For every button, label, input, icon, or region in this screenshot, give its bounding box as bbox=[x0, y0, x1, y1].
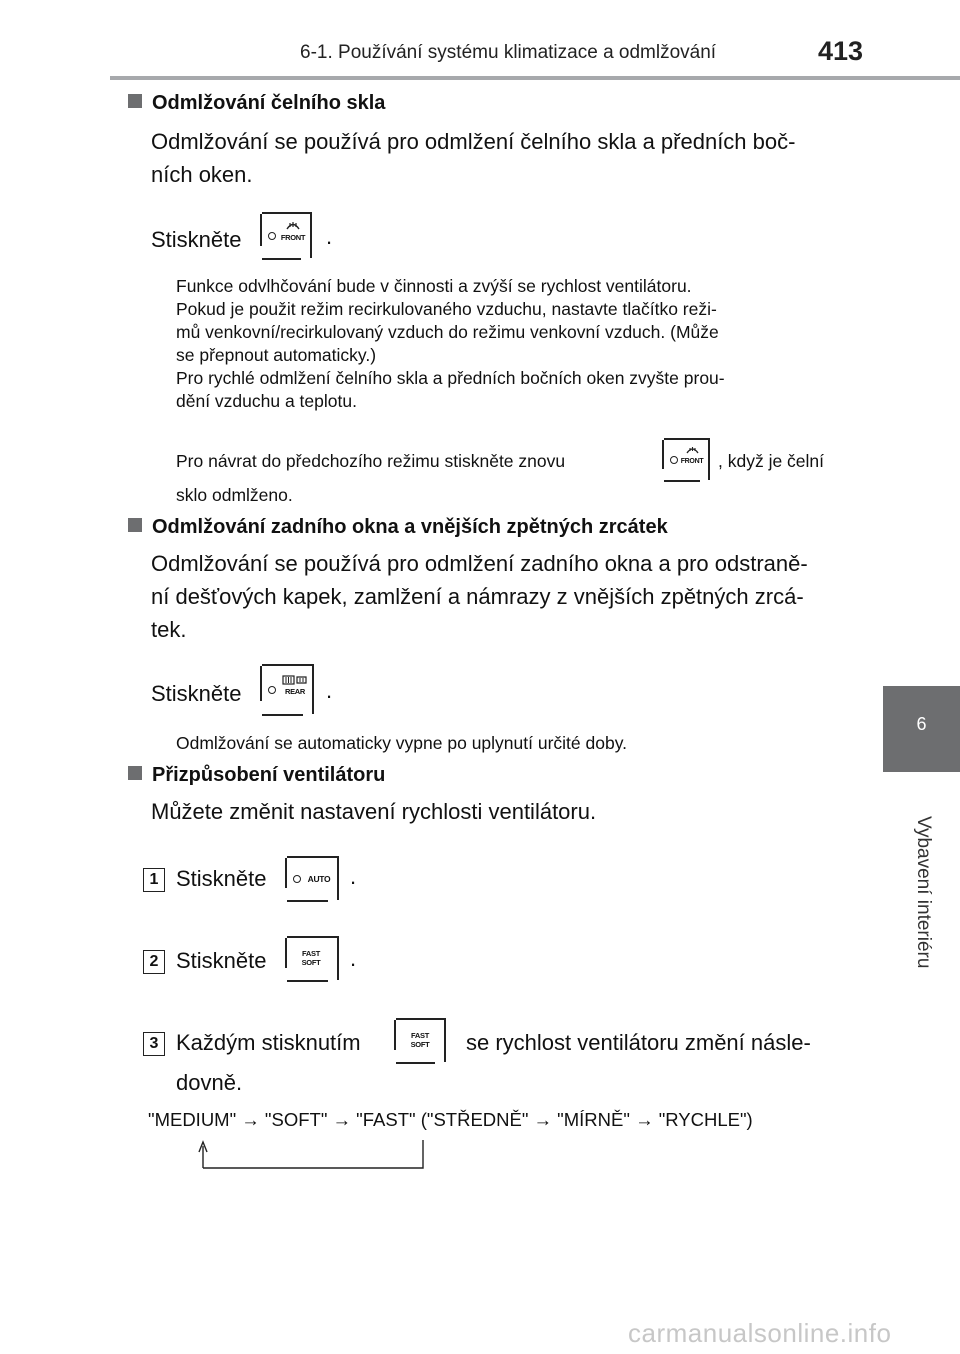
heading-text: Odmlžování zadního okna a vnějších zpětných zrcátek bbox=[152, 516, 668, 538]
heading-text: Odmlžování čelního skla bbox=[152, 92, 386, 114]
period: . bbox=[350, 946, 357, 971]
period: . bbox=[350, 864, 357, 889]
period: . bbox=[326, 678, 333, 703]
button-label-top: FAST bbox=[302, 949, 320, 958]
square-bullet-icon bbox=[128, 94, 142, 108]
fast-soft-button bbox=[396, 1018, 446, 1062]
button-label: AUTO bbox=[307, 874, 331, 884]
watermark: carmanualsonline.info bbox=[628, 1318, 892, 1348]
note-line: dění vzduchu a teplotu. bbox=[176, 391, 357, 411]
step-text: Stiskněte bbox=[176, 948, 267, 973]
step-number: 3 bbox=[143, 1032, 165, 1056]
text-line: tek. bbox=[151, 617, 187, 642]
chapter-number: 6 bbox=[916, 714, 927, 734]
rear-defog-button bbox=[262, 664, 314, 714]
speed-sequence: "MEDIUM" → "SOFT" → "FAST" ("STŘEDNĚ" → "MÍRNĚ" → "RYCHLE") bbox=[148, 1109, 753, 1130]
section-heading-fan bbox=[128, 764, 385, 787]
auto-button bbox=[287, 856, 339, 900]
button-label-bottom: SOFT bbox=[301, 958, 321, 967]
section2-note: Odmlžování se automaticky vypne po uplynutí určité doby. bbox=[176, 733, 628, 753]
step-text-line2: dovně. bbox=[176, 1070, 243, 1095]
front-defog-button-small bbox=[664, 438, 710, 480]
section3-intro: Můžete změnit nastavení rychlosti ventilátoru. bbox=[151, 799, 597, 824]
square-bullet-icon bbox=[128, 518, 142, 532]
step-text-after: se rychlost ventilátoru změní násle- bbox=[466, 1030, 811, 1055]
step-text: Každým stisknutím bbox=[176, 1030, 361, 1055]
button-label-bottom: SOFT bbox=[410, 1040, 430, 1049]
button-label: FRONT bbox=[680, 458, 704, 465]
section1-intro bbox=[151, 125, 847, 191]
page-number: 413 bbox=[818, 36, 864, 66]
front-defog-button bbox=[262, 212, 312, 258]
step-text: Stiskněte bbox=[176, 866, 267, 891]
button-label-top: FAST bbox=[411, 1031, 429, 1040]
square-bullet-icon bbox=[128, 766, 142, 780]
heading-text: Přizpůsobení ventilátoru bbox=[152, 764, 386, 786]
indicator-led-icon bbox=[268, 686, 276, 694]
period: . bbox=[326, 224, 333, 249]
chapter-label: Vybavení interiéru bbox=[913, 816, 934, 969]
button-label: REAR bbox=[284, 687, 306, 696]
section-heading-rear bbox=[128, 516, 668, 539]
text-line: Odmlžování se používá pro odmlžení zadního okna a pro odstraně- bbox=[151, 551, 808, 576]
indicator-led-icon bbox=[670, 456, 678, 464]
return-instruction-prefix: Pro návrat do předchozího režimu stiskněte znovu bbox=[176, 451, 566, 471]
section-heading-windshield bbox=[128, 92, 385, 115]
indicator-led-icon bbox=[293, 875, 301, 883]
rear-defroster-mirror-icon bbox=[282, 675, 308, 685]
step-number: 2 bbox=[143, 950, 165, 974]
note-line: mů venkovní/recirkulovaný vzduch do režimu venkovní vzduch. (Může bbox=[176, 322, 719, 342]
section2-intro bbox=[151, 547, 847, 646]
fast-soft-button bbox=[287, 936, 339, 980]
indicator-led-icon bbox=[268, 232, 276, 240]
step-number: 1 bbox=[143, 868, 165, 892]
press-instruction: Stiskněte bbox=[151, 227, 242, 252]
note-line: Pokud je použit režim recirkulovaného vzduchu, nastavte tlačítko reži- bbox=[176, 299, 717, 319]
text-line: ní dešťových kapek, zamlžení a námrazy z vnějších zpětných zrcá- bbox=[151, 584, 804, 609]
text-line: Odmlžování se používá pro odmlžení čelního skla a předních boč- bbox=[151, 129, 796, 154]
text-line: ních oken. bbox=[151, 162, 253, 187]
return-instruction-suffix: , když je čelní bbox=[718, 451, 825, 471]
note-line: Funkce odvlhčování bude v činnosti a zvýší se rychlost ventilátoru. bbox=[176, 276, 692, 296]
section1-note bbox=[176, 275, 846, 413]
front-defroster-icon bbox=[686, 445, 699, 454]
note-line: Pro rychlé odmlžení čelního skla a předních bočních oken zvyšte prou- bbox=[176, 368, 725, 388]
front-defroster-icon bbox=[286, 220, 300, 230]
loop-arrow-icon bbox=[190, 1134, 440, 1174]
note-line: se přepnout automaticky.) bbox=[176, 345, 377, 365]
return-instruction-line2: sklo odmlženo. bbox=[176, 485, 293, 505]
running-header: 6-1. Používání systému klimatizace a odmlžování bbox=[300, 42, 717, 63]
press-instruction: Stiskněte bbox=[151, 681, 242, 706]
button-label: FRONT bbox=[280, 233, 306, 242]
header-rule bbox=[110, 76, 960, 80]
